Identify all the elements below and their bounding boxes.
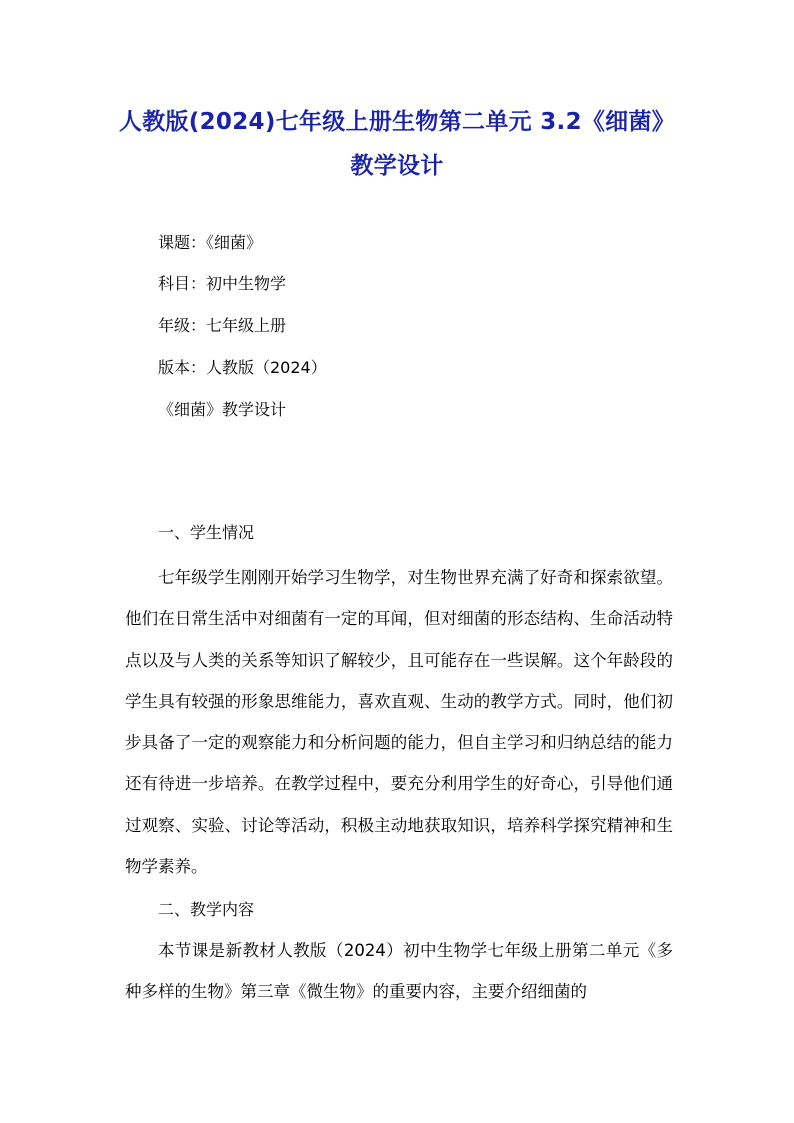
section-body-content: 本节课是新教材人教版（2024）初中生物学七年级上册第二单元《多种多样的生物》第三章《微生物》的重要内容，主要介绍细菌的 [125,941,673,1002]
section-heading-content: 二、教学内容 [158,900,255,919]
meta-topic: 课题：《细菌》 [158,233,263,252]
document-title-line-2: 教学设计 [350,153,444,179]
section-body-students: 七年级学生刚刚开始学习生物学，对生物世界充满了好奇和探索欲望。他们在日常生活中对细菌有一定的耳闻，但对细菌的形态结构、生命活动特点以及与人类的关系等知识了解较少，且可能存在一些误解。这个年龄段的学生具有较强的形象思维能力，喜欢直观、生动的教学方式。同时，他们初步具备了一定的观察能力和分析问题的能力，但自主学习和归纳总结的能力还有待进一步培养。在教学过程中，要充分利用学生的好奇心，引导他们通过观察、实验、讨论等活动，积极主动地获取知识，培养科学探究精神和生物学素养。 [125,568,673,877]
meta-grade: 年级：七年级上册 [158,316,287,335]
meta-edition: 版本：人教版（2024） [158,358,327,377]
meta-subject: 科目：初中生物学 [158,274,287,293]
meta-design-title: 《细菌》教学设计 [158,400,287,419]
section-heading-students: 一、学生情况 [158,523,255,542]
document-title-line-1: 人教版(2024)七年级上册生物第二单元 3.2《细菌》 [118,109,676,135]
